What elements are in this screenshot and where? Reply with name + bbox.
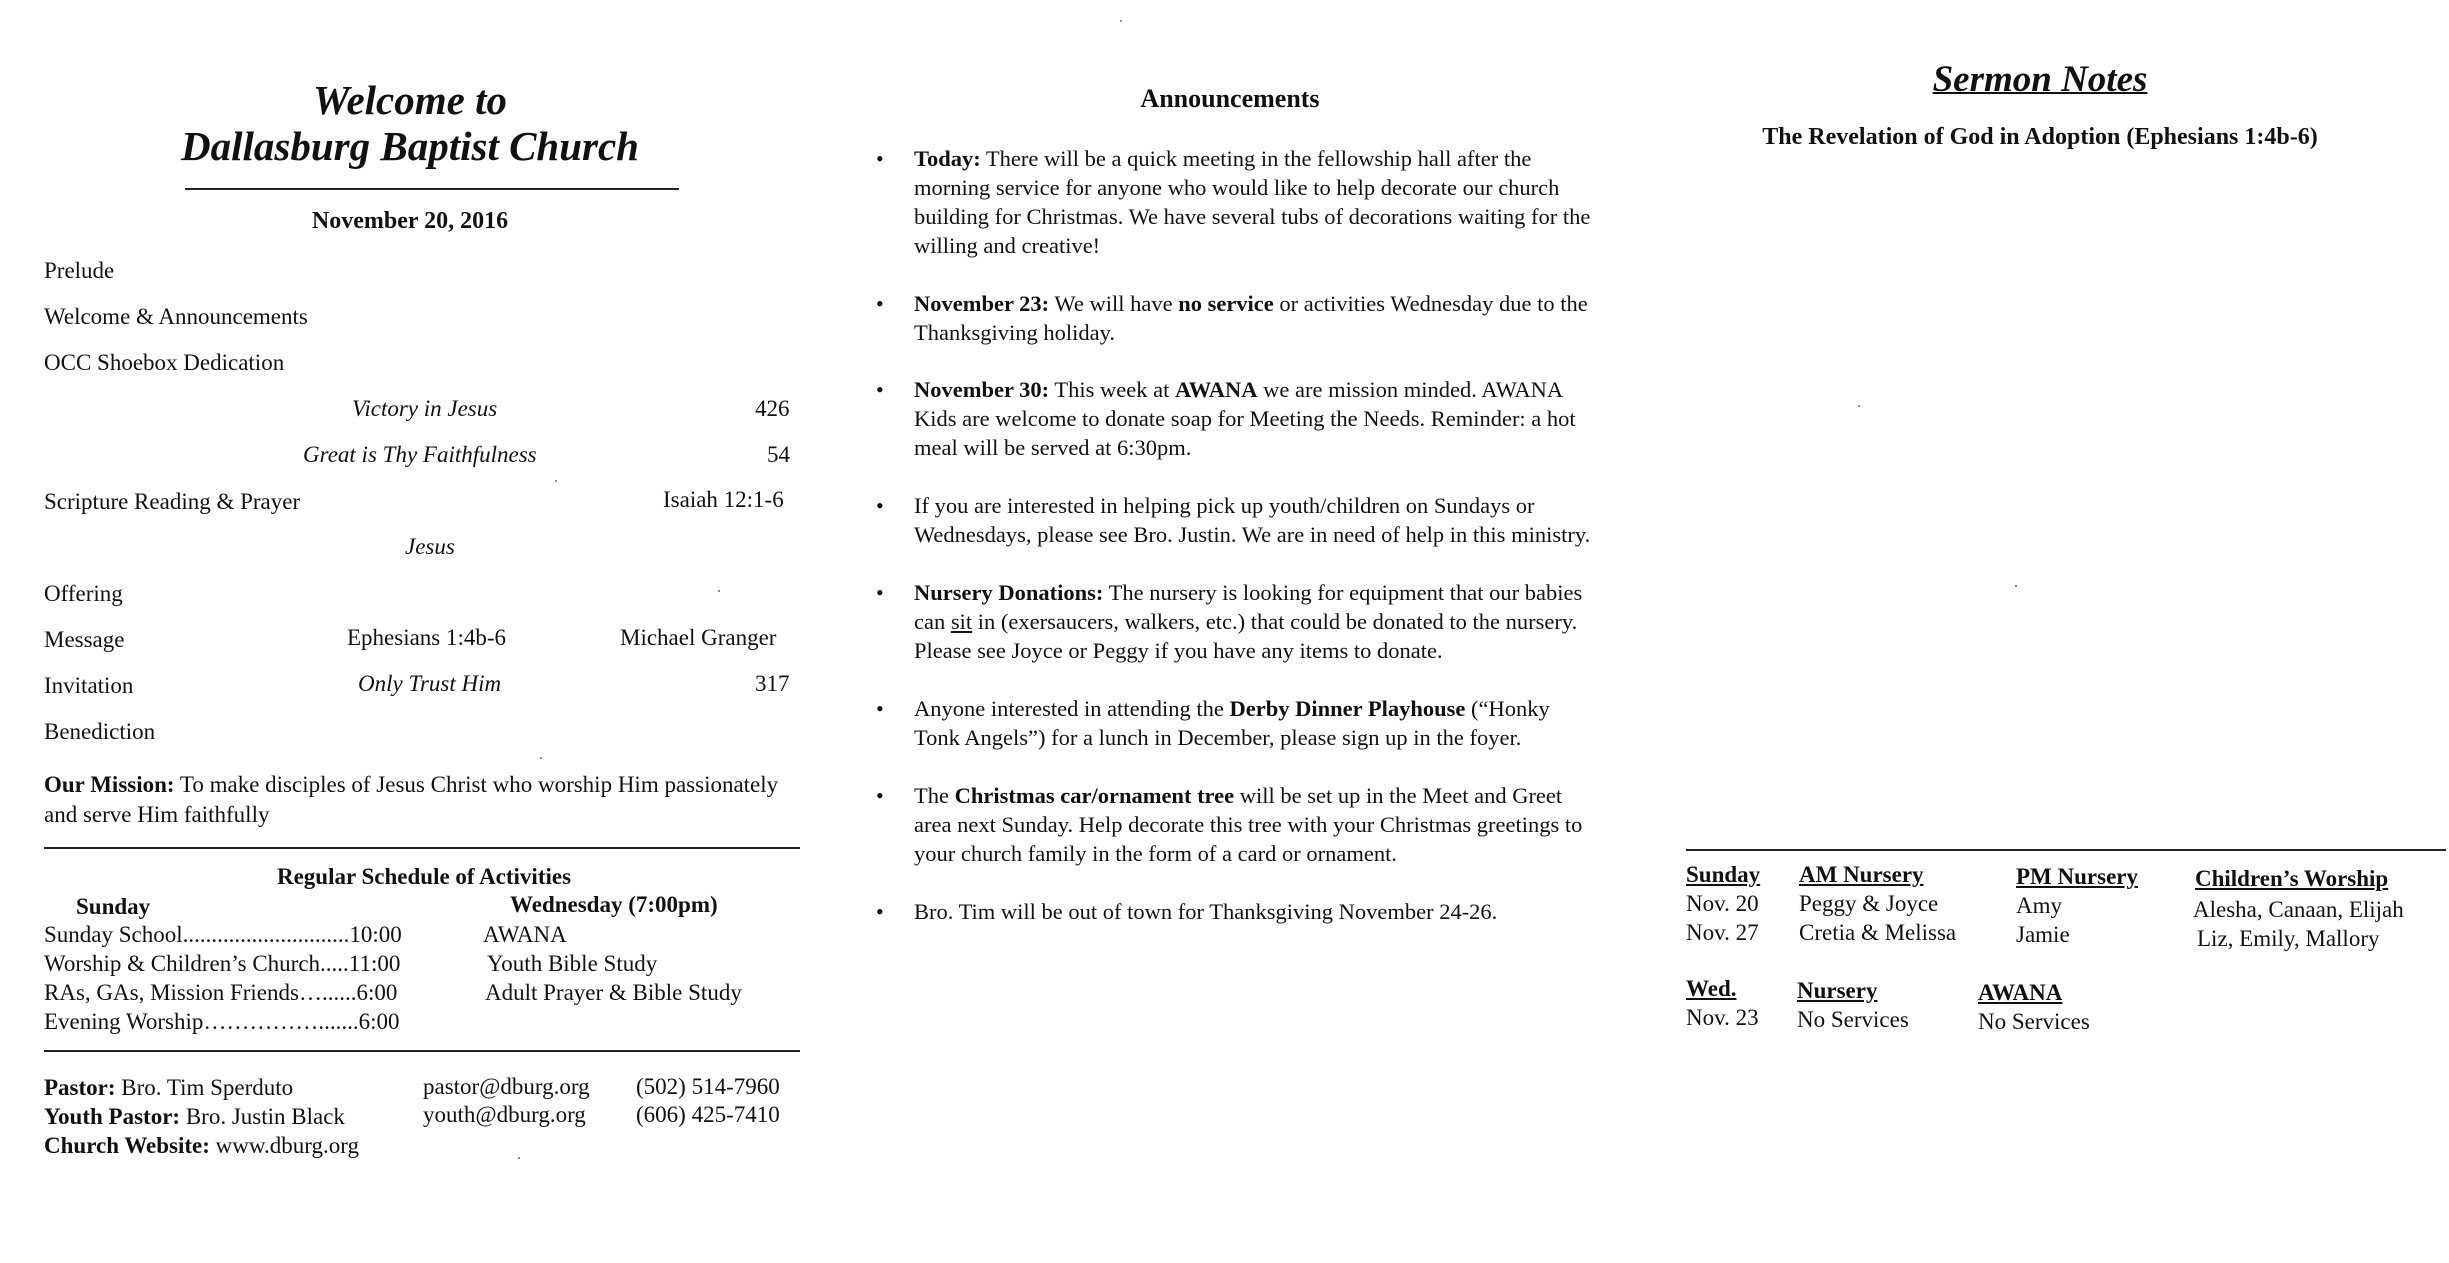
am-nursery-workers: Cretia & Melissa [1799, 920, 1957, 945]
bullet-icon: • [876, 146, 884, 171]
announcement-emphasis: Derby Dinner Playhouse [1229, 696, 1466, 721]
sunday-row: Worship & Children’s Church.....11:00 [44, 951, 401, 976]
hymn-1-number: 426 [755, 396, 790, 421]
title-divider [185, 188, 679, 190]
childrens-worship-heading: Children’s Worship [2195, 866, 2389, 891]
scan-speck [2015, 585, 2017, 587]
nursery-top-rule [1686, 849, 2446, 851]
announcement-item [876, 897, 1596, 926]
message-speaker: Michael Granger [620, 625, 777, 650]
order-prelude: Prelude [44, 258, 115, 283]
invitation-hymn: Only Trust Him [358, 671, 502, 696]
sunday-row: Sunday School.............................10:00 [44, 922, 402, 947]
sunday-row: RAs, GAs, Mission Friends…......6:00 [44, 980, 398, 1005]
announcement-text: will be set up in the Meet and Greet area next Sunday. Help decorate this tree with your Christmas greetings to your church family in the form of a card or ornament. [914, 783, 1583, 866]
sermon-notes-panel [1640, 0, 2449, 1263]
wednesday-row: AWANA [483, 922, 567, 947]
wed-nursery-status: No Services [1797, 1007, 1909, 1032]
schedule-wednesday-heading: Wednesday (7:00pm) [510, 892, 718, 917]
scripture-reference: Isaiah 12:1-6 [663, 487, 784, 512]
announcement-emphasis: Christmas car/ornament tree [954, 783, 1235, 808]
announcement-text: or activities Wednesday due to the Thanksgiving holiday. [914, 291, 1588, 345]
order-occ: OCC Shoebox Dedication [44, 350, 285, 375]
service-date: November 20, 2016 [311, 208, 509, 234]
am-nursery-heading: AM Nursery [1799, 862, 1924, 887]
scan-speck [1120, 20, 1122, 22]
announcement-text: we are mission minded. AWANA Kids are welcome to donate soap for Meeting the Needs. Reminder: a hot meal will be served at 6:30pm. [914, 377, 1576, 460]
mission-label: Our Mission: [44, 772, 175, 797]
announcement-lead: Nursery Donations: [914, 580, 1104, 605]
wednesday-row: Adult Prayer & Bible Study [485, 980, 742, 1005]
announcement-item [876, 694, 1596, 752]
scan-speck [555, 480, 557, 482]
announcement-text: There will be a quick meeting in the fellowship hall after the morning service for anyone who would like to help decorate our church building for Christmas. We have several tubs of decorations waiting for the willing and creative! [914, 146, 1591, 258]
pm-nursery-workers: Jamie [2016, 922, 2070, 947]
childrens-worship-workers: Liz, Emily, Mallory [2197, 926, 2380, 951]
pm-nursery-workers: Amy [2016, 893, 2062, 918]
scan-speck [1858, 405, 1860, 407]
schedule-top-rule [44, 847, 800, 849]
announcement-text: Anyone interested in attending the [914, 696, 1230, 721]
invitation-hymn-number: 317 [755, 671, 790, 696]
nursery-date: Nov. 27 [1686, 920, 1759, 945]
hymn-2-number: 54 [767, 442, 790, 467]
wed-awana-status: No Services [1978, 1009, 2090, 1034]
pastor-label: Pastor: [44, 1075, 116, 1100]
announcements-list [876, 144, 1596, 926]
website-line [44, 1133, 359, 1159]
bullet-icon: • [876, 377, 884, 402]
childrens-worship-workers: Alesha, Canaan, Elijah [2193, 897, 2404, 922]
wed-awana-heading: AWANA [1978, 980, 2063, 1005]
order-benediction: Benediction [44, 719, 156, 744]
youth-pastor-label: Youth Pastor: [44, 1104, 181, 1129]
schedule-bottom-rule [44, 1050, 800, 1052]
sermon-notes-title: Sermon Notes [1932, 59, 2148, 100]
hymn-3-title: Jesus [405, 534, 455, 559]
announcement-text: in (exersaucers, walkers, etc.) that could be donated to the nursery. Please see Joyce or Peggy if you have any items to donate. [914, 609, 1578, 663]
mission-statement [44, 770, 804, 830]
wed-nursery-heading: Nursery [1797, 978, 1878, 1003]
youth-pastor-line [44, 1104, 345, 1130]
bullet-icon: • [876, 696, 884, 721]
announcement-item [876, 781, 1596, 868]
bullet-icon: • [876, 493, 884, 518]
announcement-item [876, 289, 1596, 347]
sunday-row: Evening Worship…………….......6:00 [44, 1009, 400, 1034]
pm-nursery-heading: PM Nursery [2016, 864, 2138, 889]
announcement-emphasis: AWANA [1175, 377, 1258, 402]
announcements-title: Announcements [1140, 84, 1320, 113]
announcement-item [876, 375, 1596, 462]
announcement-text: The nursery is looking for equipment that our babies can [914, 580, 1583, 634]
announcement-lead: Today: [914, 146, 981, 171]
website-url: www.dburg.org [209, 1133, 359, 1158]
nursery-sunday-heading: Sunday [1686, 862, 1761, 887]
order-offering: Offering [44, 581, 123, 606]
bullet-icon: • [876, 580, 884, 605]
hymn-1-title: Victory in Jesus [352, 396, 498, 421]
announcement-emphasis: no service [1178, 291, 1274, 316]
scan-speck [518, 1157, 520, 1159]
youth-email: youth@dburg.org [423, 1102, 586, 1127]
sermon-subtitle: The Revelation of God in Adoption (Ephesians 1:4b-6) [1762, 124, 2318, 150]
pastor-line [44, 1075, 293, 1101]
bullet-icon: • [876, 783, 884, 808]
order-scripture: Scripture Reading & Prayer [44, 489, 301, 514]
announcements-panel [820, 0, 1640, 1263]
youth-pastor-name: Bro. Justin Black [180, 1104, 345, 1129]
announcement-text: This week at [1049, 377, 1175, 402]
pastor-name: Bro. Tim Sperduto [115, 1075, 294, 1100]
announcement-text: The [914, 783, 955, 808]
announcement-item [876, 491, 1596, 549]
scan-speck [718, 590, 720, 592]
youth-phone: (606) 425-7410 [636, 1102, 780, 1127]
order-welcome: Welcome & Announcements [44, 304, 308, 329]
pastor-phone: (502) 514-7960 [636, 1074, 780, 1099]
wed-heading: Wed. [1686, 976, 1737, 1001]
announcement-underline: sit [950, 609, 973, 634]
wednesday-row: Youth Bible Study [487, 951, 658, 976]
welcome-panel [0, 0, 820, 1263]
pastor-email: pastor@dburg.org [423, 1074, 590, 1099]
announcement-text: If you are interested in helping pick up youth/children on Sundays or Wednesdays, please see Bro. Justin. We are in need of help in this ministry. [914, 493, 1591, 547]
am-nursery-workers: Peggy & Joyce [1799, 891, 1939, 916]
schedule-title: Regular Schedule of Activities [276, 864, 572, 889]
announcement-text: (“Honky Tonk Angels”) for a lunch in December, please sign up in the foyer. [914, 696, 1550, 750]
nursery-date: Nov. 20 [1686, 891, 1759, 916]
bullet-icon: • [876, 899, 884, 924]
welcome-title-line1: Welcome to [313, 77, 507, 123]
announcement-item [876, 144, 1596, 260]
order-invitation: Invitation [44, 673, 134, 698]
scan-speck [540, 757, 542, 759]
church-name: Dallasburg Baptist Church [181, 123, 639, 169]
website-label: Church Website: [44, 1133, 210, 1158]
order-message: Message [44, 627, 125, 652]
announcement-lead: November 30: [914, 377, 1050, 402]
hymn-2-title: Great is Thy Faithfulness [303, 442, 537, 467]
message-reference: Ephesians 1:4b-6 [347, 625, 507, 650]
announcement-lead: November 23: [914, 291, 1050, 316]
schedule-sunday-heading: Sunday [76, 894, 151, 919]
mission-text: To make disciples of Jesus Christ who worship Him passionately and serve Him faithfully [44, 772, 779, 827]
announcement-text: We will have [1049, 291, 1179, 316]
wed-date: Nov. 23 [1686, 1005, 1759, 1030]
announcement-item [876, 578, 1596, 665]
announcement-text: Bro. Tim will be out of town for Thanksgiving November 24-26. [914, 899, 1498, 924]
bullet-icon: • [876, 291, 884, 316]
